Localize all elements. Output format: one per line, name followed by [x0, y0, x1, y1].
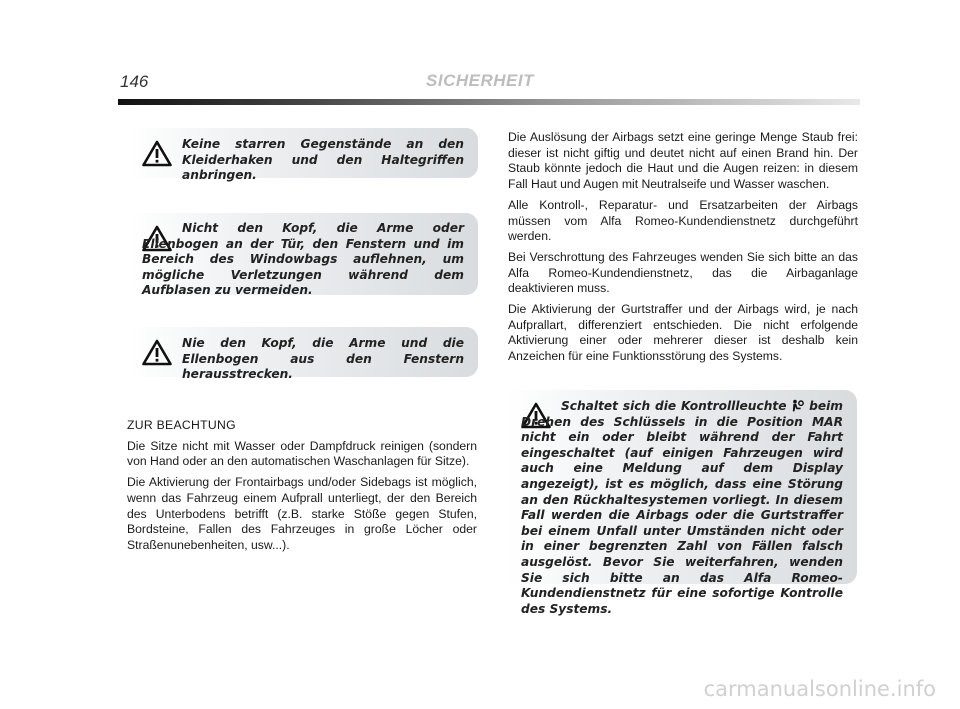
warning-triangle-icon [142, 339, 172, 366]
right-paragraph-4: Die Aktivierung der Gurtstraffer und der Airbags wird, je nach Aufprallart, differenziert entschieden. Die nicht erfolgende Aktivierung einer oder mehrerer dieser ist deshalb kein Anzeichen für eine Funktionsstörung des Systems. [508, 302, 858, 364]
right-paragraph-1: Die Auslösung der Airbags setzt eine geringe Menge Staub frei: dieser ist nicht giftig und deutet nicht auf einen Brand hin. Der Staub könnte jedoch die Haut und die Augen reizen: in diesem Fall Haut und Augen mit Neutralseife und Wasser waschen. [508, 130, 858, 192]
warning-text-3: Nie den Kopf, die Arme und die Ellenbogen aus den Fenstern herausstrecken. [182, 336, 464, 382]
watermark: carmanualsonline.info [703, 677, 936, 701]
warning-text-4-before: Schaltet sich die Kontrollleuchte [561, 399, 787, 413]
warning-text-1: Keine starren Gegenstände an den Kleiderhaken und den Haltegriffen anbringen. [182, 137, 464, 183]
warning-text-4-after: beim Drehen des Schlüssels in die Position MAR nicht ein oder bleibt während der Fahrt eingeschaltet (auf einigen Fahrzeugen wird auch eine Meldung auf dem Display angezeigt), ist es möglich, dass eine Störung an den Rückhaltesystemen vorliegt. In diesem Fall werden die Airbags oder die Gurtstraffer bei einem Unfall unter Umständen nicht oder in einer begrenzten Zahl von Fällen falsch ausgelöst. Bevor Sie weiterfahren, wenden Sie sich bitte an das Alfa Romeo-Kundendienstnetz für eine sofortige Kontrolle des Systems. [521, 399, 843, 616]
note-heading: ZUR BEACHTUNG [127, 418, 236, 432]
warning-text-4 [521, 399, 843, 617]
left-paragraph-2: Die Aktivierung der Frontairbags und/oder Sidebags ist möglich, wenn das Fahrzeug einem Aufprall unterliegt, der den Bereich des Unterbodens betrifft (z.B. starke Stöße gegen Stufen, Bordsteine, Fallen des Fahrzeuges in große Löcher oder Straßenunebenheiten, usw...). [127, 475, 477, 552]
right-column [508, 130, 858, 370]
warning-box-3 [128, 327, 478, 382]
left-column [127, 418, 477, 559]
warning-box-4 [507, 390, 857, 616]
warning-triangle-icon [142, 140, 172, 167]
right-paragraph-2: Alle Kontroll-, Reparatur- und Ersatzarbeiten der Airbags müssen vom Alfa Romeo-Kundendienstnetz durchgeführt werden. [508, 197, 858, 244]
warning-box-2 [128, 213, 478, 298]
warning-box-1 [128, 128, 478, 183]
page-number: 146 [120, 72, 149, 91]
right-paragraph-3: Bei Verschrottung des Fahrzeuges wenden Sie sich bitte an das Alfa Romeo-Kundendienstnetz, das die Airbaganlage deaktivieren muss. [508, 249, 858, 296]
left-paragraph-1: Die Sitze nicht mit Wasser oder Dampfdruck reinigen (sondern von Hand oder an den automatischen Waschanlagen für Sitze). [127, 438, 477, 469]
warning-text-2: Nicht den Kopf, die Arme oder Ellenbogen an der Tür, den Fenstern und im Bereich des Windowbags auflehnen, um mögliche Verletzungen während dem Aufblasen zu vermeiden. [142, 221, 464, 298]
airbag-warning-light-icon [791, 399, 804, 412]
header-rule [118, 99, 860, 105]
section-title: SICHERHEIT [426, 71, 534, 90]
